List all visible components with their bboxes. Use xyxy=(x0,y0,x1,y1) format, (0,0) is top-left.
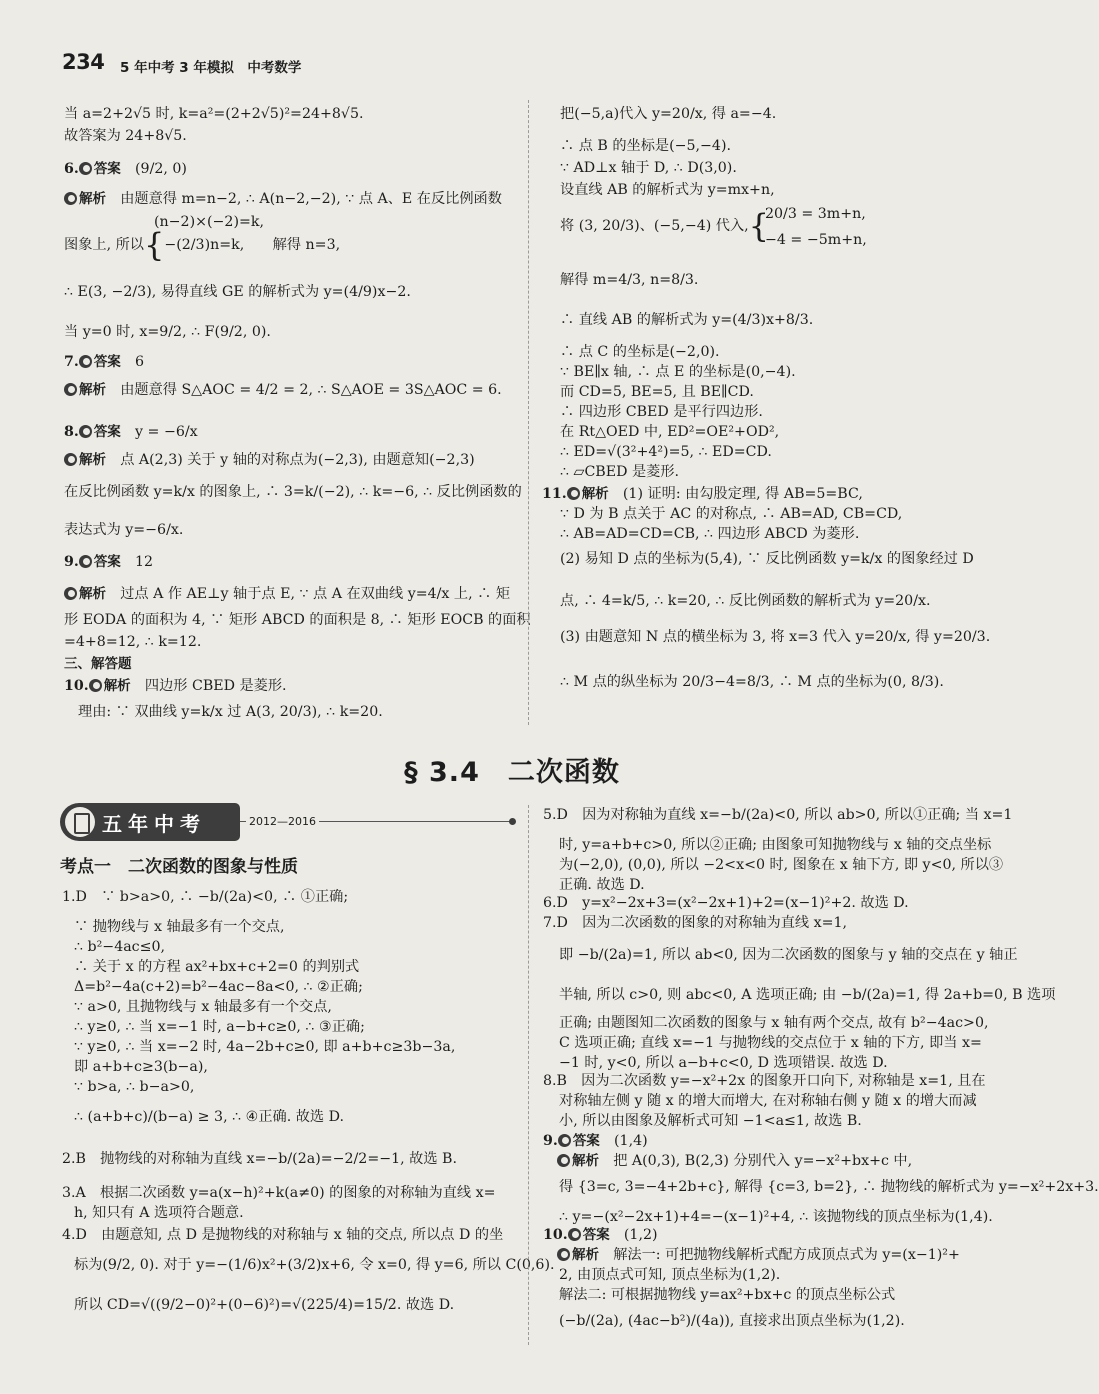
question-number: 7. xyxy=(64,354,79,370)
text-line: ∴ M 点的纵坐标为 20/3−4=8/3, ∴ M 点的坐标为(0, 8/3). xyxy=(560,674,944,690)
text-line: 为(−2,0), (0,0), 所以 −2<x<0 时, 图象在 x 轴下方, 即 y<0, 所以③ xyxy=(559,857,1004,873)
text-line: ∵ y≥0, ∴ 当 x=−2 时, 4a−2b+c≥0, 即 a+b+c≥3b−3a, xyxy=(74,1039,456,1055)
banner-label: 五年中考 xyxy=(102,812,206,836)
brace-symbol: { xyxy=(143,226,165,264)
q6-solution-line xyxy=(64,190,502,208)
text-line: (1) 证明: 由勾股定理, 得 AB=5=BC, xyxy=(622,486,863,502)
text-line: ∴ E(3, −2/3), 易得直线 GE 的解析式为 y=(4/9)x−2. xyxy=(64,284,411,300)
substitution-line xyxy=(560,207,770,245)
page-number: 234 xyxy=(62,50,105,74)
text-line: 即 −b/(2a)=1, 所以 ab<0, 因为二次函数的图象与 y 轴的交点在 y 轴正 xyxy=(559,947,1018,963)
text-line: 表达式为 y=−6/x. xyxy=(64,522,184,538)
q9-answer-line xyxy=(543,1132,648,1150)
solution-tag: 解析 xyxy=(79,452,106,468)
q8-answer-line xyxy=(64,423,198,441)
text-line: 8.B 因为二次函数 y=−x²+2x 的图象开口向下, 对称轴是 x=1, 且在 xyxy=(543,1073,986,1089)
text-line: 过点 A 作 AE⊥y 轴于点 E, ∵ 点 A 在双曲线 y=4/x 上, ∴ 矩 xyxy=(120,586,511,602)
q7-solution-line xyxy=(64,381,502,399)
text-line: ∴ y=−(x²−2x+1)+4=−(x−1)²+4, ∴ 该抛物线的顶点坐标为(1,4). xyxy=(559,1209,993,1225)
text-line: ∵ b>a, ∴ b−a>0, xyxy=(74,1079,195,1095)
solution-icon xyxy=(64,453,77,466)
answer-tag: 答案 xyxy=(93,554,121,570)
text-line: ∵ a>0, 且抛物线与 x 轴最多有一个交点, xyxy=(74,999,332,1015)
text-line: 6.D y=x²−2x+3=(x²−2x+1)+2=(x−1)²+2. 故选 D. xyxy=(543,895,909,911)
question-number: 6. xyxy=(64,161,79,177)
text-line: h, 知只有 A 选项符合题意. xyxy=(74,1205,244,1221)
brace-symbol: { xyxy=(748,207,770,245)
book-title: 5 年中考 3 年模拟 中考数学 xyxy=(120,60,302,76)
text-line: 理由: ∵ 双曲线 y=k/x 过 A(3, 20/3), ∴ k=20. xyxy=(78,704,383,720)
text-line: −1 时, y<0, 所以 a−b+c<0, D 选项错误. 故选 D. xyxy=(559,1055,888,1071)
answer-icon xyxy=(79,425,92,438)
q10-solution-line xyxy=(64,677,287,695)
banner-badge xyxy=(60,803,240,841)
section-heading: 三、解答题 xyxy=(64,656,132,672)
answer-icon xyxy=(558,1134,571,1147)
q9-solution-line xyxy=(557,1152,912,1170)
text-line: ∴ 关于 x 的方程 ax²+bx+c+2=0 的判别式 xyxy=(74,959,360,975)
text-line: ∴ y≥0, ∴ 当 x=−1 时, a−b+c≥0, ∴ ③正确; xyxy=(74,1019,365,1035)
answer-value: (9/2, 0) xyxy=(135,161,187,177)
text-line: C 选项正确; 直线 x=−1 与抛物线的交点位于 x 轴的下方, 即当 x= xyxy=(559,1035,982,1051)
q7-answer-line xyxy=(64,353,144,371)
text-line: 解法二: 可根据抛物线 y=ax²+bx+c 的顶点坐标公式 xyxy=(559,1287,896,1303)
answer-value: y = −6/x xyxy=(135,424,198,440)
solution-tag: 解析 xyxy=(572,1247,599,1263)
text-line: 把 A(0,3), B(2,3) 分别代入 y=−x²+bx+c 中, xyxy=(613,1153,913,1169)
text-line: 小, 所以由图象及解析式可知 −1<a≤1, 故选 B. xyxy=(559,1113,862,1129)
solution-tag: 解析 xyxy=(79,382,106,398)
text-fragment: 将 (3, 20/3)、(−5,−4) 代入, xyxy=(560,218,749,234)
text-line: 当 a=2+2√5 时, k=a²=(2+2√5)²=24+8√5. xyxy=(64,106,364,122)
equation-line: 20/3 = 3m+n, xyxy=(765,206,866,222)
text-line: ∴ ED=√(3²+4²)=5, ∴ ED=CD. xyxy=(560,444,772,460)
q11-solution-line xyxy=(542,485,863,503)
five-year-banner xyxy=(60,803,516,841)
text-line: ∵ 抛物线与 x 轴最多有一个交点, xyxy=(74,919,285,935)
text-line: 把(−5,a)代入 y=20/x, 得 a=−4. xyxy=(560,106,777,122)
answer-tag: 答案 xyxy=(572,1133,600,1149)
text-line: =4+8=12, ∴ k=12. xyxy=(64,634,202,650)
solution-icon xyxy=(64,587,77,600)
text-line: 在反比例函数 y=k/x 的图象上, ∴ 3=k/(−2), ∴ k=−6, ∴ 反比例函数的 xyxy=(64,484,522,500)
text-fragment: 图象上, 所以 xyxy=(64,237,144,253)
text-line: 解法一: 可把抛物线解析式配方成顶点式为 y=(x−1)²+ xyxy=(613,1247,960,1263)
text-line: 在 Rt△OED 中, ED²=OE²+OD², xyxy=(560,424,780,440)
solution-tag: 解析 xyxy=(103,678,131,694)
q10-solution-line xyxy=(557,1246,960,1264)
answer-tag: 答案 xyxy=(93,161,121,177)
text-line: 时, y=a+b+c>0, 所以②正确; 由图象可知抛物线与 x 轴的交点坐标 xyxy=(559,837,992,853)
text-line: 3.A 根据二次函数 y=a(x−h)²+k(a≠0) 的图象的对称轴为直线 x= xyxy=(62,1185,496,1201)
answer-value: (1,4) xyxy=(614,1133,648,1149)
equation-line: −4 = −5m+n, xyxy=(765,232,867,248)
solution-icon xyxy=(557,1248,570,1261)
question-number: 9. xyxy=(543,1133,558,1149)
text-line: (−b/(2a), (4ac−b²)/(4a)), 直接求出顶点坐标为(1,2). xyxy=(559,1313,905,1329)
text-line: ∵ D 为 B 点关于 AC 的对称点, ∴ AB=AD, CB=CD, xyxy=(560,506,903,522)
page-header xyxy=(62,50,962,80)
text-line: 由题意得 m=n−2, ∴ A(n−2,−2), ∵ 点 A、E 在反比例函数 xyxy=(120,191,502,207)
question-number: 8. xyxy=(64,424,79,440)
text-line: ∴ (a+b+c)/(b−a) ≥ 3, ∴ ④正确. 故选 D. xyxy=(74,1109,345,1125)
text-line: 得 {3=c, 3=−4+2b+c}, 解得 {c=3, b=2}, ∴ 抛物线的解析式为 y=−x²+2x+3. xyxy=(559,1179,1099,1195)
text-line: ∵ AD⊥x 轴于 D, ∴ D(3,0). xyxy=(560,160,737,176)
section-title: § 3.4 二次函数 xyxy=(404,757,620,788)
text-line: (3) 由题意知 N 点的横坐标为 3, 将 x=3 代入 y=20/x, 得 y=20/3. xyxy=(560,629,991,645)
banner-dot xyxy=(509,818,516,825)
column-divider xyxy=(528,100,529,725)
solution-tag: 解析 xyxy=(79,586,106,602)
text-line: 点 A(2,3) 关于 y 轴的对称点为(−2,3), 由题意知(−2,3) xyxy=(120,452,475,468)
solution-icon xyxy=(89,679,102,692)
solution-icon xyxy=(567,487,580,500)
q10-answer-line xyxy=(543,1226,658,1244)
text-line: 即 a+b+c≥3(b−a), xyxy=(74,1059,208,1075)
text-line: 而 CD=5, BE=5, 且 BE∥CD. xyxy=(560,384,754,400)
answer-icon xyxy=(79,162,92,175)
text-line: 半轴, 所以 c>0, 则 abc<0, A 选项正确; 由 −b/(2a)=1, 得 2a+b=0, B 选项 xyxy=(559,987,1056,1003)
solution-tag: 解析 xyxy=(572,1153,599,1169)
text-line: 当 y=0 时, x=9/2, ∴ F(9/2, 0). xyxy=(64,324,271,340)
text-line: 设直线 AB 的解析式为 y=mx+n, xyxy=(560,182,775,198)
column-divider xyxy=(528,805,529,1345)
answer-icon xyxy=(79,355,92,368)
answer-tag: 答案 xyxy=(93,354,121,370)
solution-icon xyxy=(557,1154,570,1167)
answer-tag: 答案 xyxy=(93,424,121,440)
text-line: 所以 CD=√((9/2−0)²+(0−6)²)=√(225/4)=15/2. 故选 D. xyxy=(74,1297,455,1313)
question-number: 10. xyxy=(543,1227,568,1243)
text-line: 2.B 抛物线的对称轴为直线 x=−b/(2a)=−2/2=−1, 故选 B. xyxy=(62,1151,457,1167)
text-line: 形 EODA 的面积为 4, ∵ 矩形 ABCD 的面积是 8, ∴ 矩形 EOCB 的面积 xyxy=(64,612,531,628)
question-number: 9. xyxy=(64,554,79,570)
text-line: 1.D ∵ b>a>0, ∴ −b/(2a)<0, ∴ ①正确; xyxy=(62,889,349,905)
q9-solution-line xyxy=(64,585,510,603)
text-line: ∴ ▱CBED 是菱形. xyxy=(560,464,680,480)
text-line: 正确. 故选 D. xyxy=(559,877,645,893)
text-line: 解得 m=4/3, n=8/3. xyxy=(560,272,699,288)
text-line: 4.D 由题意知, 点 D 是抛物线的对称轴与 x 轴的交点, 所以点 D 的坐 xyxy=(62,1227,504,1243)
text-line: ∴ 直线 AB 的解析式为 y=(4/3)x+8/3. xyxy=(560,312,814,328)
q8-solution-line xyxy=(64,451,475,469)
text-line: 标为(9/2, 0). 对于 y=−(1/6)x²+(3/2)x+6, 令 x=0, 得 y=6, 所以 C(0,6). xyxy=(74,1257,555,1273)
answer-icon xyxy=(79,555,92,568)
solution-icon xyxy=(64,192,77,205)
answer-value: 6 xyxy=(135,354,145,370)
answer-icon xyxy=(568,1228,581,1241)
text-line: (2) 易知 D 点的坐标为(5,4), ∵ 反比例函数 y=k/x 的图象经过 D xyxy=(560,551,974,567)
left-top-column xyxy=(64,105,531,725)
text-fragment: 解得 n=3, xyxy=(272,237,341,253)
banner-years: 2012—2016 xyxy=(246,815,319,828)
answer-value: (1,2) xyxy=(623,1227,658,1243)
q9-answer-line xyxy=(64,553,153,571)
text-line: 故答案为 24+8√5. xyxy=(64,128,187,144)
right-top-column xyxy=(542,105,1005,705)
text-line: ∴ AB=AD=CD=CB, ∴ 四边形 ABCD 为菱形. xyxy=(560,526,860,542)
equation-line: (n−2)×(−2)=k, xyxy=(154,214,264,230)
text-line: 由题意得 S△AOC = 4/2 = 2, ∴ S△AOE = 3S△AOC = 6. xyxy=(120,382,502,398)
text-line: 对称轴左侧 y 随 x 的增大而增大, 在对称轴右侧 y 随 x 的增大而减 xyxy=(559,1093,977,1109)
equation-fragment: −(2/3)n=k, xyxy=(164,237,245,253)
text-line: ∵ BE∥x 轴, ∴ 点 E 的坐标是(0,−4). xyxy=(560,364,796,380)
question-number: 10. xyxy=(64,678,89,694)
answer-tag: 答案 xyxy=(582,1227,610,1243)
solution-tag: 解析 xyxy=(79,191,106,207)
text-line: 5.D 因为对称轴为直线 x=−b/(2a)<0, 所以 ab>0, 所以①正确; 当 x=1 xyxy=(543,807,1013,823)
text-line: ∴ 点 C 的坐标是(−2,0). xyxy=(560,344,720,360)
solution-tag: 解析 xyxy=(581,486,609,502)
question-number: 11. xyxy=(542,486,567,502)
text-line: ∴ 点 B 的坐标是(−5,−4). xyxy=(560,138,731,154)
right-bottom-column xyxy=(543,806,1099,1346)
text-line: Δ=b²−4a(c+2)=b²−4ac−8a<0, ∴ ②正确; xyxy=(74,979,363,995)
text-line: 正确; 由题图知二次函数的图象与 x 轴有两个交点, 故有 b²−4ac>0, xyxy=(559,1015,989,1031)
text-line: ∴ b²−4ac≤0, xyxy=(74,939,166,955)
knowledge-point-title: 考点一 二次函数的图象与性质 xyxy=(60,857,298,877)
text-line: 2, 由顶点式可知, 顶点坐标为(1,2). xyxy=(559,1267,781,1283)
left-bottom-column xyxy=(62,888,555,1328)
answer-value: 12 xyxy=(135,554,154,570)
text-line: 四边形 CBED 是菱形. xyxy=(144,678,287,694)
document-icon xyxy=(65,807,95,837)
solution-icon xyxy=(64,383,77,396)
q6-system-line xyxy=(64,226,341,264)
text-line: ∴ 四边形 CBED 是平行四边形. xyxy=(560,404,763,420)
q6-answer-line xyxy=(64,160,187,178)
text-line: 点, ∴ 4=k/5, ∴ k=20, ∴ 反比例函数的解析式为 y=20/x. xyxy=(560,593,931,609)
text-line: 7.D 因为二次函数的图象的对称轴为直线 x=1, xyxy=(543,915,848,931)
